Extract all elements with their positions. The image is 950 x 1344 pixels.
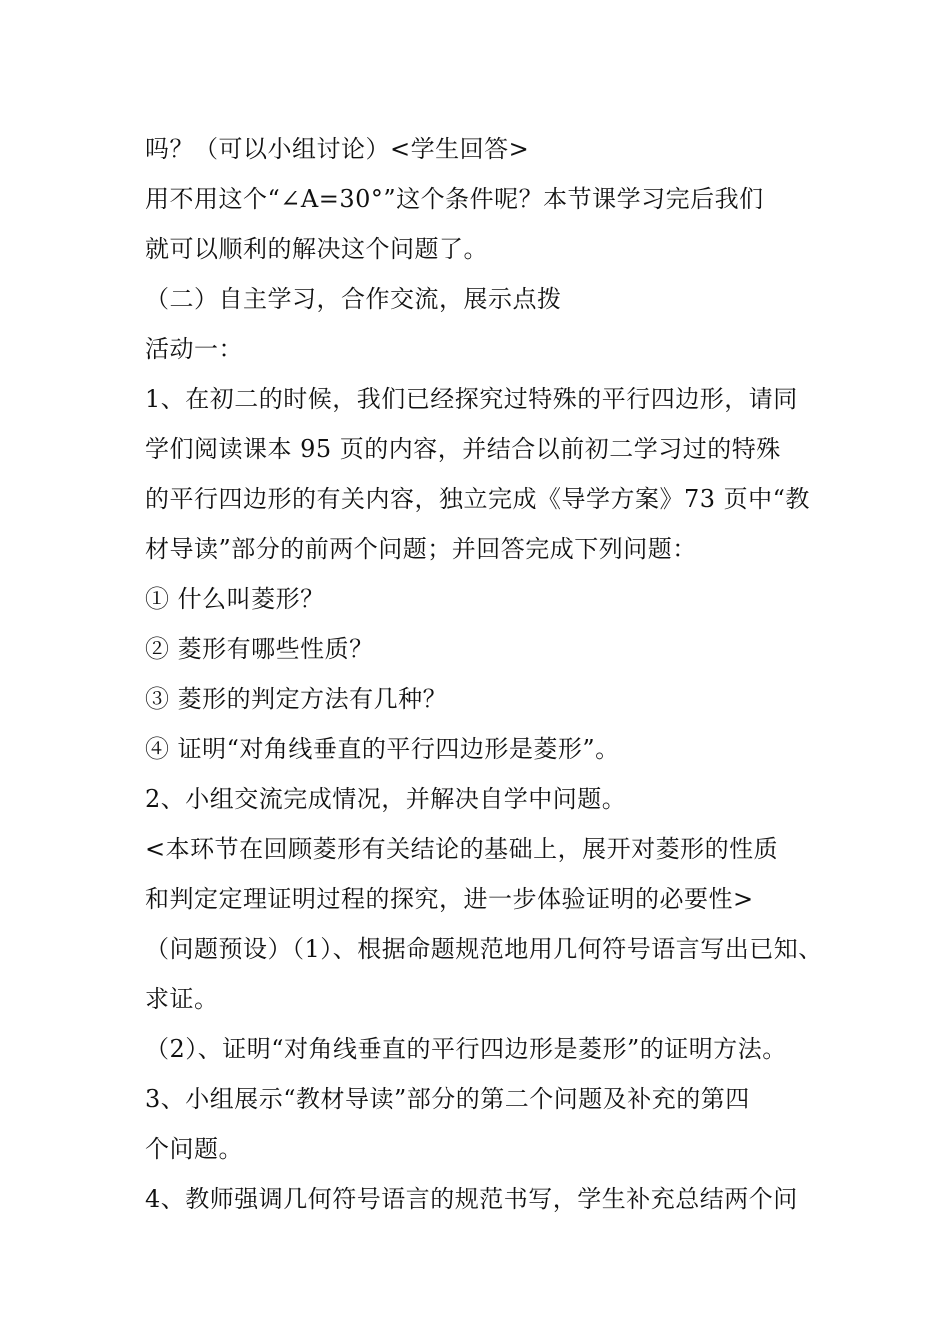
text-line: （2）、证明“对角线垂直的平行四边形是菱形”的证明方法。 <box>145 1035 787 1063</box>
text-line: 的平行四边形的有关内容，独立完成《导学方案》73 页中“教 <box>145 485 810 513</box>
question-item: ④ 证明“对角线垂直的平行四边形是菱形”。 <box>145 735 620 763</box>
question-item: ① 什么叫菱形？ <box>145 585 325 613</box>
section-heading: （二）自主学习，合作交流，展示点拨 <box>145 285 562 313</box>
text-line: 个问题。 <box>145 1135 243 1163</box>
document-body <box>145 127 835 1227</box>
text-line: 吗？（可以小组讨论）<学生回答> <box>145 135 530 163</box>
text-line: 1、在初二的时候，我们已经探究过特殊的平行四边形，请同 <box>145 385 798 413</box>
text-line: 学们阅读课本 95 页的内容，并结合以前初二学习过的特殊 <box>145 435 781 463</box>
text-line: <本环节在回顾菱形有关结论的基础上，展开对菱形的性质 <box>145 835 779 863</box>
text-line: 3、小组展示“教材导读”部分的第二个问题及补充的第四 <box>145 1085 750 1113</box>
text-line: 4、教师强调几何符号语言的规范书写，学生补充总结两个问 <box>145 1185 798 1213</box>
text-line: （问题预设）（1）、根据命题规范地用几何符号语言写出已知、 <box>145 935 823 963</box>
question-item: ③ 菱形的判定方法有几种？ <box>145 685 448 713</box>
text-line: 就可以顺利的解决这个问题了。 <box>145 235 488 263</box>
text-line: 材导读”部分的前两个问题；并回答完成下列问题： <box>145 535 697 563</box>
text-line: 求证。 <box>145 985 219 1013</box>
text-line: 和判定定理证明过程的探究，进一步体验证明的必要性> <box>145 885 754 913</box>
text-line: 用不用这个“∠A=30°”这个条件呢？本节课学习完后我们 <box>145 185 764 213</box>
text-line: 2、小组交流完成情况，并解决自学中问题。 <box>145 785 627 813</box>
question-item: ② 菱形有哪些性质？ <box>145 635 374 663</box>
activity-heading: 活动一： <box>145 335 243 363</box>
